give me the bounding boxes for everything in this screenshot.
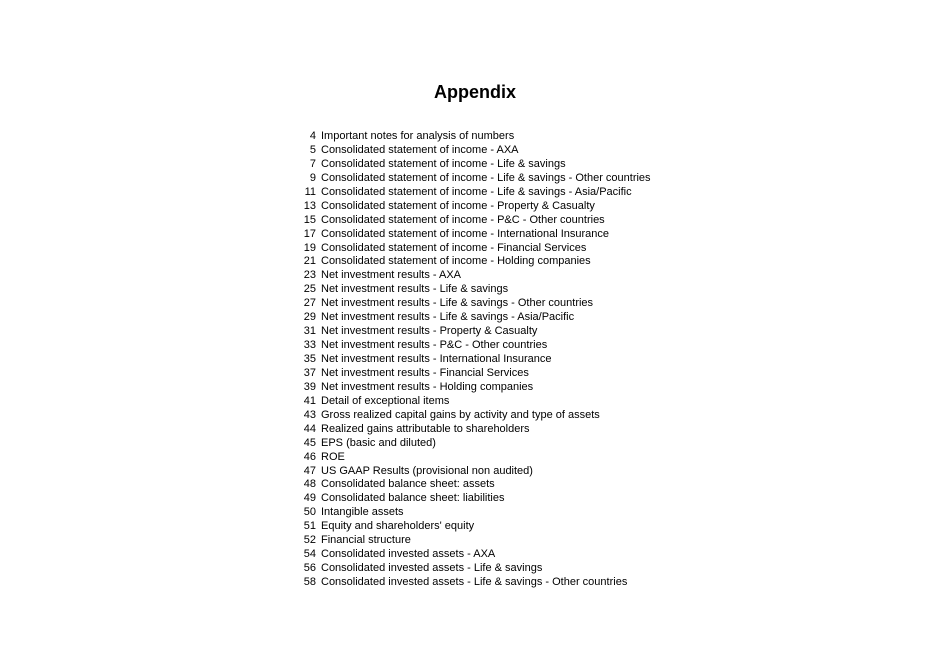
toc-page-number: 11 xyxy=(304,185,316,198)
toc-entry-title: Intangible assets xyxy=(321,506,404,519)
toc-entry-title: Net investment results - Property & Casualty xyxy=(321,325,538,338)
toc-entry-title: Equity and shareholders' equity xyxy=(321,520,475,533)
toc-entry xyxy=(296,158,651,172)
toc-entry-title: Consolidated statement of income - Life & savings xyxy=(321,157,566,170)
toc-entry-title: Consolidated statement of income - AXA xyxy=(321,143,519,156)
toc-entry-title: Realized gains attributable to shareholders xyxy=(321,422,530,435)
toc-entry xyxy=(296,409,651,423)
toc-entry-title: Net investment results - Financial Services xyxy=(321,366,529,379)
toc-page-number: 27 xyxy=(303,297,316,310)
toc-entry xyxy=(296,172,651,186)
toc-page-number: 29 xyxy=(303,311,316,324)
toc-entry xyxy=(296,520,651,534)
toc-entry xyxy=(296,269,651,283)
table-of-contents xyxy=(296,130,651,590)
toc-entry xyxy=(296,534,651,548)
toc-entry-title: Consolidated statement of income - International Insurance xyxy=(321,227,609,240)
toc-entry xyxy=(296,423,651,437)
toc-entry-title: US GAAP Results (provisional non audited) xyxy=(321,464,533,477)
page-title: Appendix xyxy=(433,82,516,102)
toc-entry-title: Net investment results - AXA xyxy=(321,269,461,282)
toc-entry-title: Consolidated statement of income - Life & savings - Other countries xyxy=(321,171,651,184)
toc-entry xyxy=(296,228,651,242)
toc-entry-title: Consolidated statement of income - P&C - Other countries xyxy=(321,213,605,226)
toc-page-number: 5 xyxy=(309,143,316,156)
toc-entry-title: Net investment results - P&C - Other countries xyxy=(321,339,548,352)
toc-entry-title: Consolidated statement of income - Holding companies xyxy=(321,255,591,268)
toc-page-number: 41 xyxy=(303,394,316,407)
toc-entry-title: Consolidated invested assets - Life & savings - Other countries xyxy=(321,576,628,588)
toc-page-number: 19 xyxy=(303,241,316,254)
toc-entry xyxy=(296,381,651,395)
toc-page-number: 51 xyxy=(303,520,316,533)
toc-entry xyxy=(296,242,651,256)
toc-page-number: 52 xyxy=(303,534,316,547)
toc-page-number: 48 xyxy=(303,478,316,491)
toc-entry xyxy=(296,130,651,144)
toc-entry xyxy=(296,562,651,576)
toc-page-number: 17 xyxy=(303,227,316,240)
toc-page-number: 31 xyxy=(303,325,316,338)
toc-entry xyxy=(296,465,651,479)
toc-entry-title: Net investment results - International Insurance xyxy=(321,353,552,365)
toc-page-number: 35 xyxy=(303,353,316,365)
toc-entry-title: Gross realized capital gains by activity and type of assets xyxy=(321,408,600,421)
toc-page-number: 9 xyxy=(309,171,316,184)
toc-page-number: 23 xyxy=(303,269,316,282)
toc-entry xyxy=(296,492,651,506)
toc-entry-title: Net investment results - Life & savings - Other countries xyxy=(321,297,594,310)
toc-entry xyxy=(296,395,651,409)
toc-page-number: 49 xyxy=(303,492,316,505)
toc-entry xyxy=(296,478,651,492)
toc-page-number: 25 xyxy=(303,283,316,296)
toc-entry xyxy=(296,214,651,228)
toc-entry xyxy=(296,255,651,269)
toc-entry-title: Consolidated invested assets - AXA xyxy=(321,548,496,561)
toc-page-number: 45 xyxy=(303,436,316,449)
toc-entry-title: Consolidated statement of income - Property & Casualty xyxy=(321,199,595,212)
toc-page-number: 54 xyxy=(303,548,316,561)
toc-entry-title: Net investment results - Holding companies xyxy=(321,380,534,393)
toc-entry xyxy=(296,548,651,562)
toc-entry-title: Consolidated invested assets - Life & savings xyxy=(321,562,543,575)
toc-entry-title: ROE xyxy=(321,450,345,463)
toc-page-number: 15 xyxy=(303,213,316,226)
toc-page-number: 43 xyxy=(303,408,316,421)
toc-entry-title: Detail of exceptional items xyxy=(321,394,450,407)
toc-entry xyxy=(296,451,651,465)
toc-entry xyxy=(296,311,651,325)
toc-entry-title: EPS (basic and diluted) xyxy=(321,436,436,449)
toc-entry xyxy=(296,297,651,311)
toc-page-number: 37 xyxy=(303,366,316,379)
toc-entry xyxy=(296,353,651,367)
toc-page-number: 56 xyxy=(303,562,316,575)
toc-entry-title: Financial structure xyxy=(321,534,411,547)
toc-entry-title: Consolidated statement of income - Financial Services xyxy=(321,241,587,254)
toc-entry-title: Net investment results - Life & savings - Asia/Pacific xyxy=(321,311,575,324)
toc-entry-title: Important notes for analysis of numbers xyxy=(321,130,515,142)
toc-page-number: 44 xyxy=(303,422,316,435)
toc-entry xyxy=(296,367,651,381)
toc-entry xyxy=(296,437,651,451)
toc-page-number: 33 xyxy=(303,339,316,352)
toc-entry xyxy=(296,186,651,200)
toc-page-number: 47 xyxy=(303,464,316,477)
toc-entry xyxy=(296,200,651,214)
toc-entry-title: Consolidated balance sheet: assets xyxy=(321,478,495,491)
toc-page-number: 4 xyxy=(309,130,316,142)
toc-page-number: 58 xyxy=(303,576,316,588)
toc-entry xyxy=(296,506,651,520)
toc-page-number: 21 xyxy=(303,255,316,268)
toc-entry xyxy=(296,339,651,353)
toc-entry xyxy=(296,144,651,158)
toc-entry xyxy=(296,283,651,297)
toc-page-number: 7 xyxy=(309,157,316,170)
toc-entry-title: Net investment results - Life & savings xyxy=(321,283,509,296)
toc-entry xyxy=(296,325,651,339)
toc-page-number: 39 xyxy=(303,380,316,393)
toc-entry xyxy=(296,576,651,590)
toc-page-number: 13 xyxy=(303,199,316,212)
toc-page-number: 46 xyxy=(303,450,316,463)
toc-entry-title: Consolidated balance sheet: liabilities xyxy=(321,492,505,505)
toc-page-number: 50 xyxy=(303,506,316,519)
toc-entry-title: Consolidated statement of income - Life & savings - Asia/Pacific xyxy=(321,185,632,198)
